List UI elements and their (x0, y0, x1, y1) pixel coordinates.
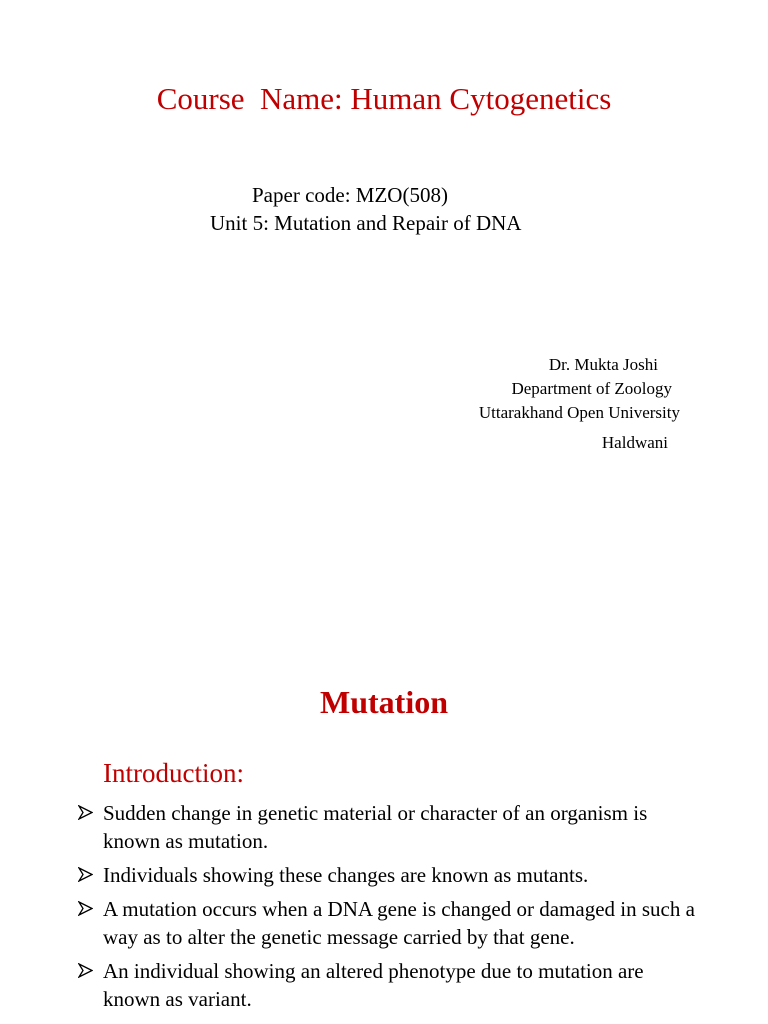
author-city: Haldwani (601, 433, 668, 452)
list-item (78, 799, 698, 855)
arrowhead-bullet-icon (78, 805, 93, 820)
arrowhead-bullet-icon (78, 901, 93, 916)
bullet-text: Sudden change in genetic material or character of an organism is known as mutation. (103, 801, 648, 853)
bullet-text: A mutation occurs when a DNA gene is changed or damaged in such a way as to alter the genetic message carried by that gene. (103, 897, 695, 949)
course-title: Course Name: Human Cytogenetics (156, 81, 612, 116)
bullet-list (78, 799, 698, 1019)
slide-title: Mutation (320, 684, 448, 720)
list-item (78, 957, 698, 1013)
arrowhead-bullet-icon (78, 867, 93, 882)
author-block (478, 353, 680, 455)
list-item (78, 861, 698, 889)
paper-code: Paper code: MZO(508) (252, 183, 448, 207)
list-item (78, 895, 698, 951)
author-university: Uttarakhand Open University (478, 403, 680, 422)
bullet-text: An individual showing an altered phenotype due to mutation are known as variant. (103, 959, 644, 1011)
author-name: Dr. Mukta Joshi (548, 355, 658, 374)
bullet-text: Individuals showing these changes are known as mutants. (103, 863, 589, 887)
unit-title: Unit 5: Mutation and Repair of DNA (210, 211, 522, 235)
arrowhead-bullet-icon (78, 963, 93, 978)
section-heading: Introduction: (103, 758, 244, 788)
author-department: Department of Zoology (511, 379, 672, 398)
